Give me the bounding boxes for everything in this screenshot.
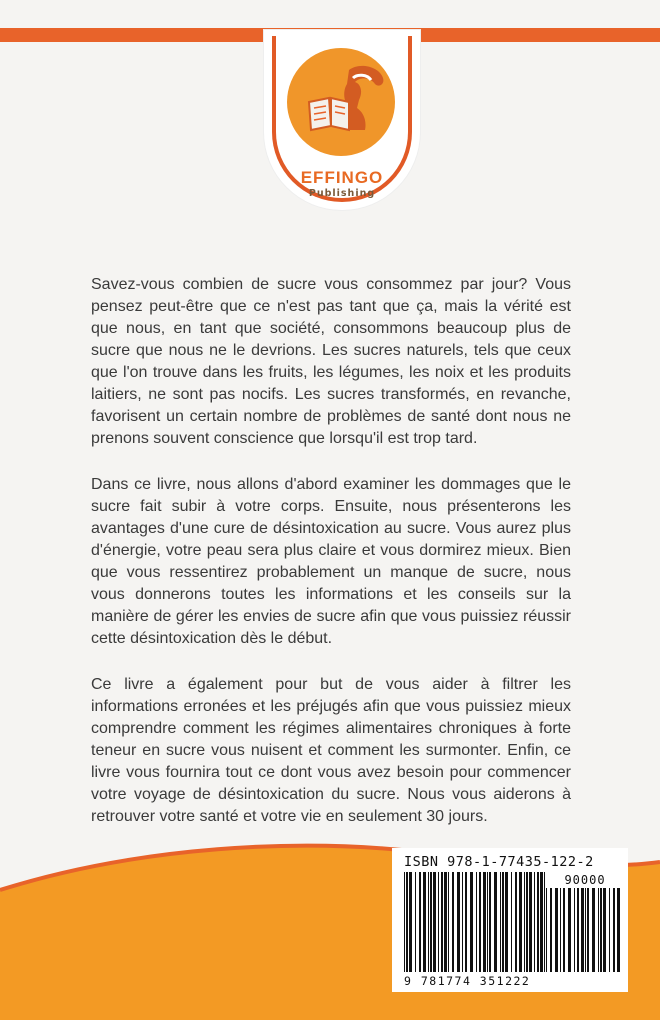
- blurb-paragraph-1: Savez-vous combien de sucre vous consommez par jour? Vous pensez peut-être que ce n'est pas tant que ça, mais la vérité est que nous, en tant que société, consommons beaucoup plus de sucre que nous ne le devrions. Les sucres naturels, tels que ceux que l'on trouve dans les fruits, les légumes, les noix et les produits laitiers, ne sont pas nocifs. Les sucres transformés, en revanche, favorisent un certain nombre de problèmes de santé dont nous ne prenons souvent conscience que lorsqu'il est trop tard.: [91, 276, 571, 447]
- addon-number: 90000: [564, 873, 606, 887]
- addon-barcode: [546, 888, 622, 972]
- publisher-subtitle: Publishing: [308, 188, 376, 199]
- ean-barcode: [404, 872, 546, 972]
- blurb-paragraph-2: Dans ce livre, nous allons d'abord examiner les dommages que le sucre fait subir à votre corps. Ensuite, nous présenterons les avantages d'une cure de désintoxication au sucre. Vous aurez plus d'énergie, votre peau sera plus claire et vous dormirez mieux. Bien que vous ressentirez probablement un manque de sucre, nous vous donnerons toutes les informations et les conseils sur la manière de gérer les envies de sucre afin que vous puissiez réussir cette désintoxication dès le début.: [91, 476, 571, 647]
- blurb-paragraph-3: Ce livre a également pour but de vous aider à filtrer les informations erronées et les préjugés afin que vous puissiez mieux comprendre comment les régimes alimentaires chroniques à forte teneur en sucre vous nuisent et comment les surmonter. Enfin, ce livre vous fournira tout ce dont vous avez besoin pour commencer votre voyage de désintoxication du sucre. Nous vous aiderons à retrouver votre santé et votre vie en seulement 30 jours.: [91, 676, 571, 825]
- publisher-name: EFFINGO: [300, 168, 384, 187]
- isbn-label: ISBN 978-1-77435-122-2: [404, 854, 594, 870]
- reader-with-book-icon: [287, 48, 395, 156]
- ean-number: 9 781774 351222: [404, 974, 531, 988]
